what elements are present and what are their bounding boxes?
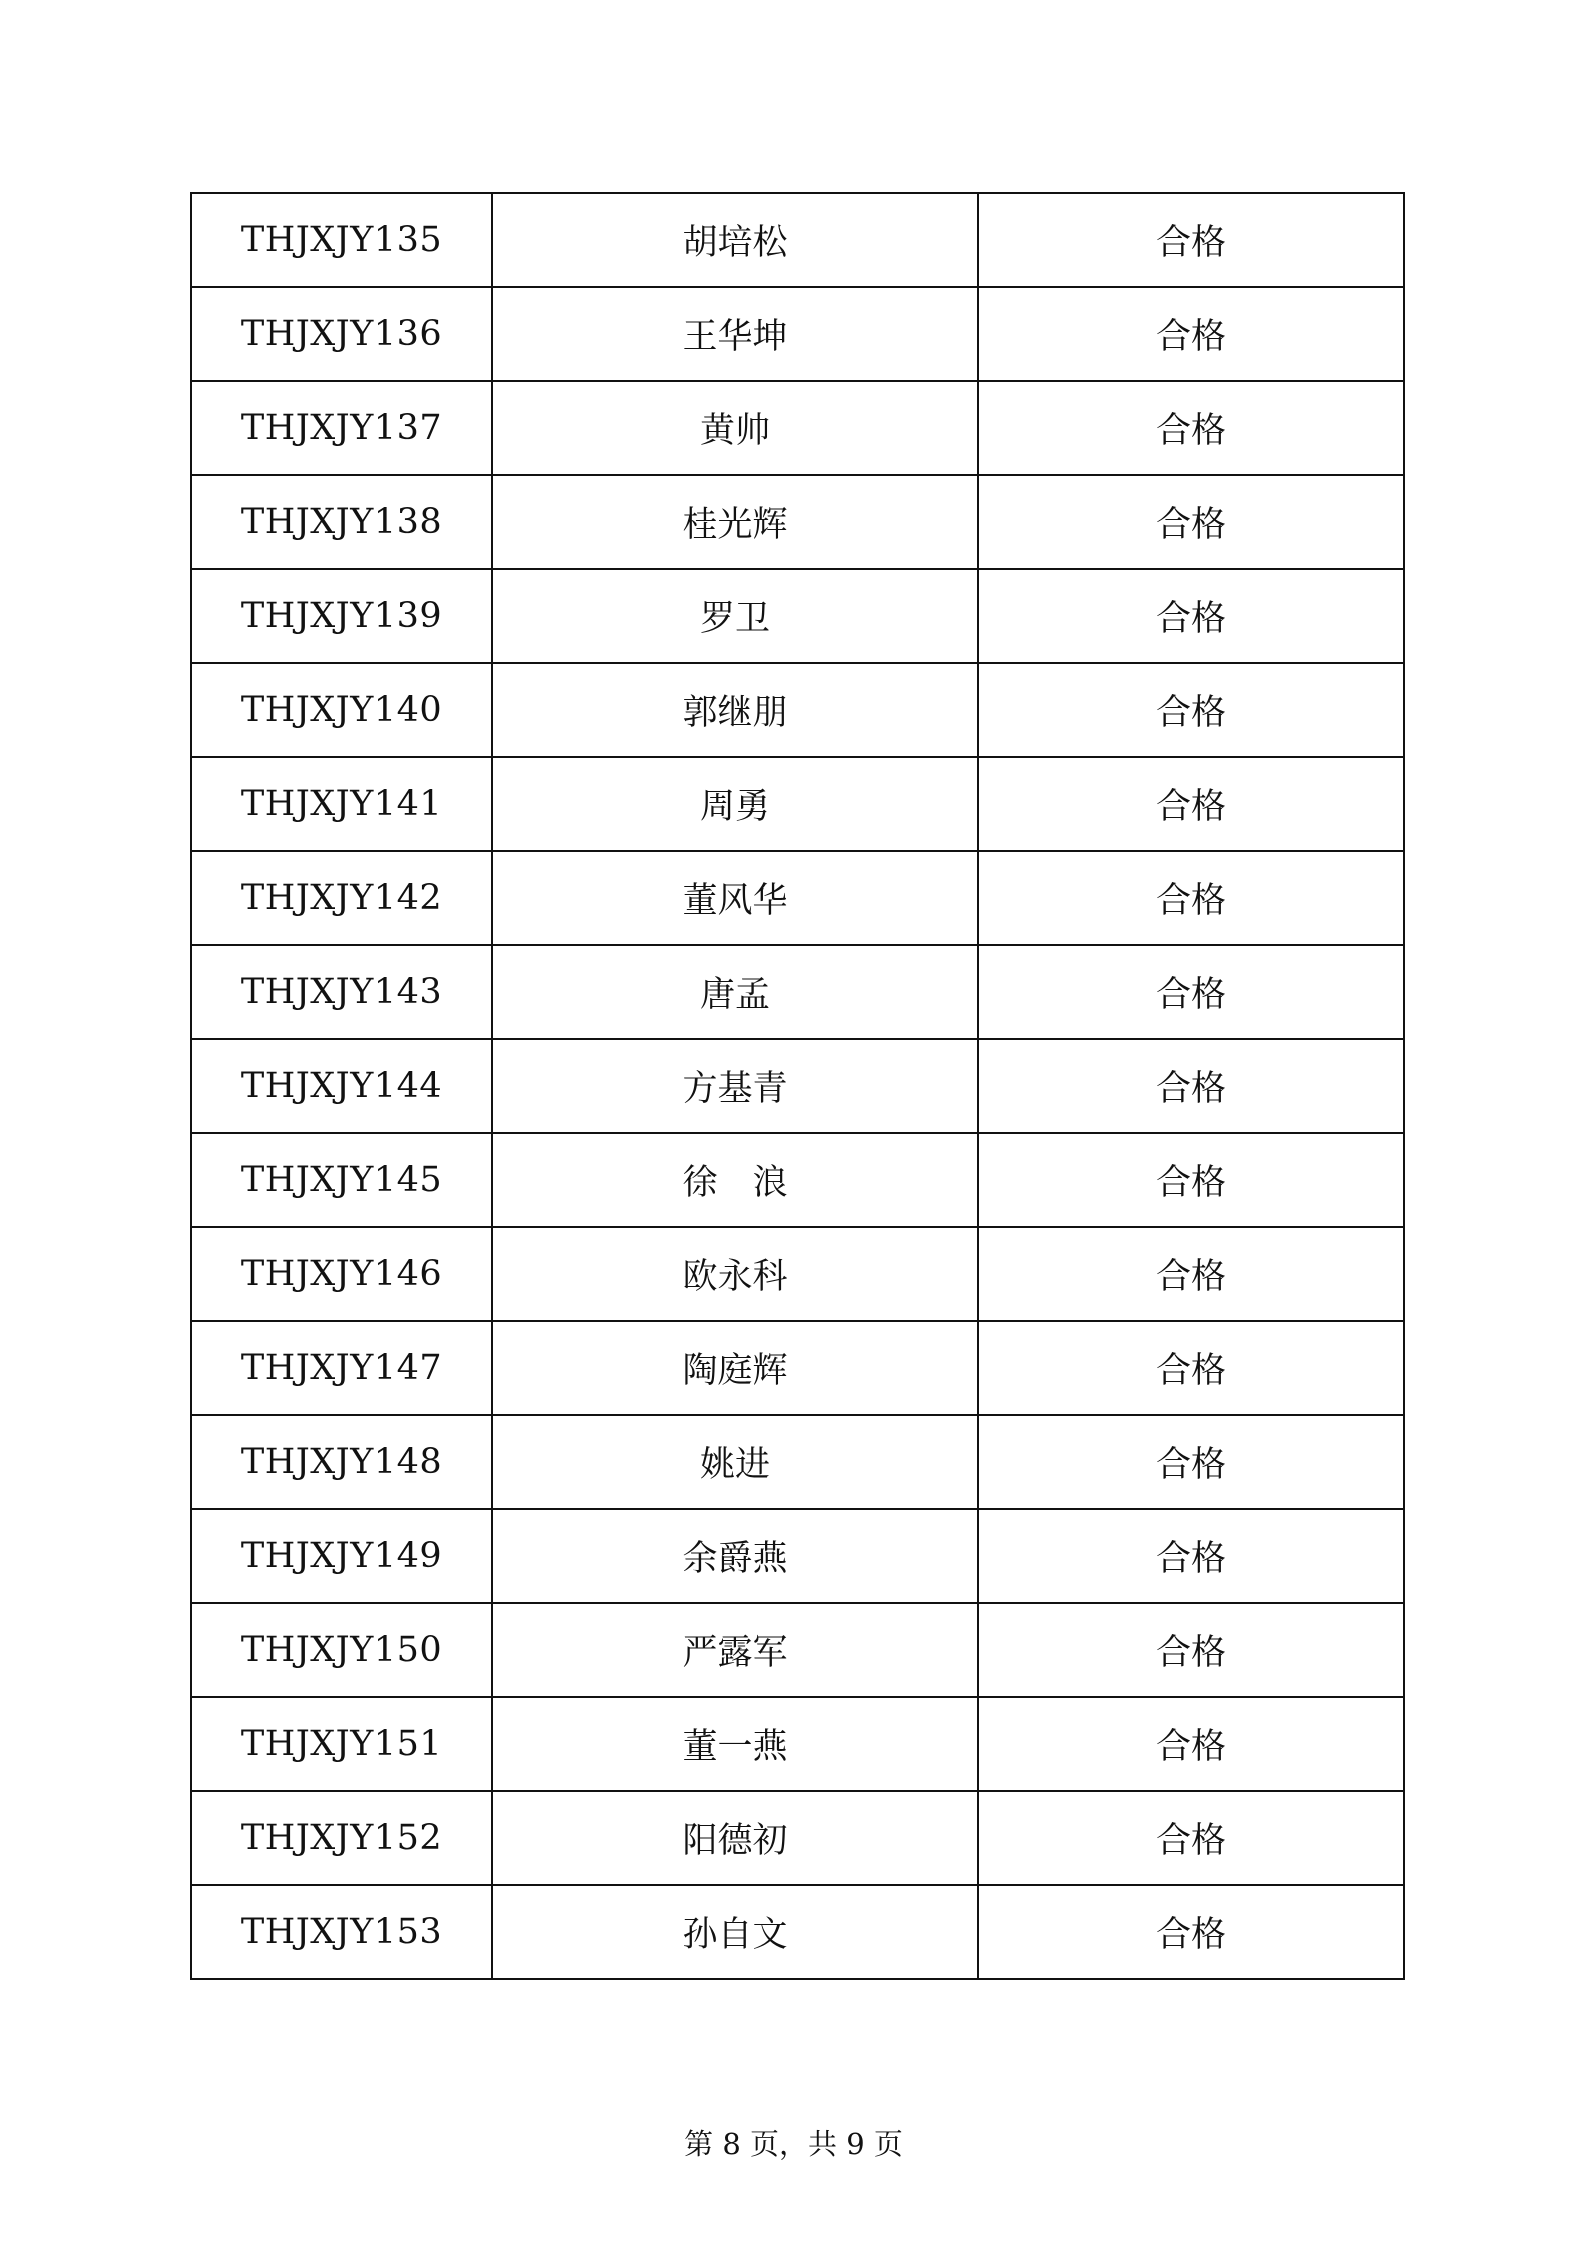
- candidate-id-cell: THJXJY146: [191, 1227, 492, 1321]
- candidate-id-cell: THJXJY148: [191, 1415, 492, 1509]
- candidate-name-cell: 余爵燕: [492, 1509, 978, 1603]
- candidate-name-cell: 孙自文: [492, 1885, 978, 1979]
- table-row: [191, 1039, 1404, 1133]
- candidate-name-cell: 周勇: [492, 757, 978, 851]
- result-cell: 合格: [978, 287, 1404, 381]
- candidate-name-cell: 唐孟: [492, 945, 978, 1039]
- result-cell: 合格: [978, 1039, 1404, 1133]
- candidate-name-cell: 罗卫: [492, 569, 978, 663]
- candidate-name-cell: 阳德初: [492, 1791, 978, 1885]
- candidate-id-cell: THJXJY153: [191, 1885, 492, 1979]
- candidate-name-cell: 桂光辉: [492, 475, 978, 569]
- candidate-name-cell: 方基青: [492, 1039, 978, 1133]
- table-row: [191, 381, 1404, 475]
- table-row: [191, 851, 1404, 945]
- result-cell: 合格: [978, 1321, 1404, 1415]
- candidate-name-cell: 陶庭辉: [492, 1321, 978, 1415]
- candidate-name-cell: 郭继朋: [492, 663, 978, 757]
- table-row: [191, 569, 1404, 663]
- candidate-id-cell: THJXJY143: [191, 945, 492, 1039]
- table-row: [191, 1697, 1404, 1791]
- results-table: [190, 192, 1405, 1980]
- candidate-name-cell: 董一燕: [492, 1697, 978, 1791]
- result-cell: 合格: [978, 1697, 1404, 1791]
- candidate-id-cell: THJXJY138: [191, 475, 492, 569]
- candidate-id-cell: THJXJY142: [191, 851, 492, 945]
- result-cell: 合格: [978, 757, 1404, 851]
- candidate-id-cell: THJXJY150: [191, 1603, 492, 1697]
- candidate-name-cell: 严露军: [492, 1603, 978, 1697]
- table-row: [191, 475, 1404, 569]
- result-cell: 合格: [978, 1603, 1404, 1697]
- candidate-name-cell: 姚进: [492, 1415, 978, 1509]
- candidate-name-cell: 黄帅: [492, 381, 978, 475]
- candidate-id-cell: THJXJY149: [191, 1509, 492, 1603]
- table-row: [191, 1321, 1404, 1415]
- candidate-id-cell: THJXJY144: [191, 1039, 492, 1133]
- result-cell: 合格: [978, 1227, 1404, 1321]
- candidate-id-cell: THJXJY141: [191, 757, 492, 851]
- candidate-id-cell: THJXJY151: [191, 1697, 492, 1791]
- candidate-id-cell: THJXJY140: [191, 663, 492, 757]
- table-row: [191, 193, 1404, 287]
- results-table-body: [191, 193, 1404, 1979]
- table-row: [191, 1791, 1404, 1885]
- candidate-name-cell: 胡培松: [492, 193, 978, 287]
- table-row: [191, 1227, 1404, 1321]
- result-cell: 合格: [978, 193, 1404, 287]
- candidate-id-cell: THJXJY139: [191, 569, 492, 663]
- result-cell: 合格: [978, 1415, 1404, 1509]
- result-cell: 合格: [978, 569, 1404, 663]
- result-cell: 合格: [978, 1133, 1404, 1227]
- candidate-id-cell: THJXJY137: [191, 381, 492, 475]
- result-cell: 合格: [978, 1791, 1404, 1885]
- candidate-id-cell: THJXJY152: [191, 1791, 492, 1885]
- table-row: [191, 1415, 1404, 1509]
- candidate-id-cell: THJXJY135: [191, 193, 492, 287]
- result-cell: 合格: [978, 945, 1404, 1039]
- table-row: [191, 757, 1404, 851]
- result-cell: 合格: [978, 1509, 1404, 1603]
- result-cell: 合格: [978, 475, 1404, 569]
- result-cell: 合格: [978, 851, 1404, 945]
- candidate-name-cell: 王华坤: [492, 287, 978, 381]
- table-row: [191, 1603, 1404, 1697]
- result-cell: 合格: [978, 1885, 1404, 1979]
- candidate-name-cell: 徐 浪: [492, 1133, 978, 1227]
- candidate-id-cell: THJXJY147: [191, 1321, 492, 1415]
- table-row: [191, 945, 1404, 1039]
- candidate-name-cell: 欧永科: [492, 1227, 978, 1321]
- candidate-id-cell: THJXJY136: [191, 287, 492, 381]
- candidate-name-cell: 董风华: [492, 851, 978, 945]
- result-cell: 合格: [978, 381, 1404, 475]
- candidate-id-cell: THJXJY145: [191, 1133, 492, 1227]
- page-number-footer: 第 8 页，共 9 页: [684, 2127, 903, 2161]
- table-row: [191, 1133, 1404, 1227]
- table-row: [191, 1885, 1404, 1979]
- table-row: [191, 1509, 1404, 1603]
- result-cell: 合格: [978, 663, 1404, 757]
- table-row: [191, 663, 1404, 757]
- table-row: [191, 287, 1404, 381]
